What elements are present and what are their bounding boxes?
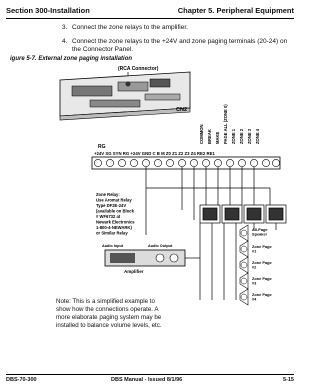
- all-page-speaker: [240, 225, 248, 241]
- rca-label: (RCA Connector): [118, 66, 159, 72]
- chapter-title: Chapter 5. Peripheral Equipment: [177, 6, 294, 15]
- zone-page-label: Zone Page #2: [252, 260, 272, 270]
- terminal-label: ZONE 3: [247, 128, 252, 144]
- simplified-example-note: Note: This is a simplified example to show how the connections operate. A more elaborate paging system may be installed to balance volume levels, etc.: [56, 298, 162, 329]
- zone-page-label: Zone Page #1: [252, 244, 272, 254]
- page-header: [6, 6, 294, 19]
- circuit-board: [60, 72, 190, 120]
- audio-output-label: Audio Output: [148, 244, 173, 248]
- figure-caption: igure 5-7. External zone paging installation: [10, 56, 133, 62]
- step-text: Connect the zone relays to the +24V and zone paging terminals (20-24) on the Connector Panel.: [72, 37, 288, 53]
- zone-speaker-2: [240, 257, 248, 273]
- step-number: 3.: [62, 24, 68, 31]
- amplifier: [105, 250, 185, 266]
- terminal-label: COMMON: [199, 124, 204, 144]
- terminal-label: ZONE 1: [231, 128, 236, 144]
- step-4: [62, 38, 288, 55]
- zone-speaker-4: [240, 289, 248, 305]
- terminal-label: BREAK: [207, 129, 212, 144]
- amplifier-label: Amplifier: [124, 269, 144, 274]
- terminal-row-labels: +24V SG SYN RG +24V GND C B M Z0 Z1 Z2 Z3 Z4 RE2 RE1: [94, 151, 215, 156]
- zone-speaker-1: [240, 241, 248, 257]
- page-footer: [6, 374, 294, 385]
- zone-page-label: Zone Page #4: [252, 292, 272, 302]
- all-page-label: All-Page Speaker: [252, 227, 268, 237]
- rg-label: RG: [98, 144, 106, 150]
- manual-issue: DBS Manual - Issued 8/1/96: [111, 377, 183, 383]
- zone-relays: [200, 205, 286, 223]
- audio-input-label: Audio Input: [102, 244, 124, 248]
- step-3: [62, 24, 288, 33]
- terminal-label: ZONE 4: [255, 128, 260, 144]
- terminal-label: MAKE: [215, 131, 220, 144]
- step-number: 4.: [62, 37, 68, 45]
- terminal-label: ZONE 2: [239, 128, 244, 144]
- zone-paging-diagram: [0, 60, 300, 310]
- cn2-label: CN2: [176, 107, 188, 113]
- step-text: Connect the zone relays to the amplifier.: [72, 24, 188, 31]
- terminal-label: PAGE ALL (ZONE 0): [223, 104, 228, 144]
- terminal-block: [92, 157, 280, 169]
- zone-relay-note: Zone Relay: Use Aromat Relay Type DF2E-24V (available on Block # WF6732 at Newark Electronics 1-800-4-NEWARK) or Similar Relay: [96, 192, 135, 236]
- instruction-steps: [62, 24, 288, 60]
- zone-speaker-3: [240, 273, 248, 289]
- doc-number: DBS-70-300: [6, 377, 37, 383]
- section-title: Section 300-Installation: [6, 6, 90, 15]
- page-number: 5-15: [282, 377, 294, 383]
- zone-page-label: Zone Page #3: [252, 276, 272, 286]
